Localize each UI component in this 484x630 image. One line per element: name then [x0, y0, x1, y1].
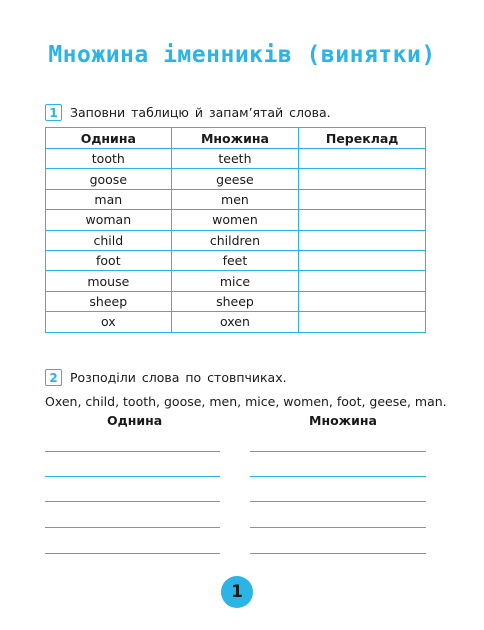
plural-answer-line[interactable]	[250, 501, 426, 502]
words-table	[45, 127, 426, 333]
word-list-sentence: Oxen, child, tooth, goose, men, mice, women, foot, geese, man.	[45, 394, 447, 409]
plural-column-header: Множина	[309, 413, 377, 428]
task-number-badge: 2	[45, 369, 62, 386]
singular-cell: man	[46, 189, 172, 209]
table-row	[46, 149, 426, 169]
translation-cell[interactable]	[299, 189, 426, 209]
translation-cell[interactable]	[299, 271, 426, 291]
table-row	[46, 291, 426, 311]
singular-answer-line[interactable]	[45, 527, 220, 528]
plural-cell: women	[171, 210, 299, 230]
singular-answer-line[interactable]	[45, 476, 220, 477]
translation-cell[interactable]	[299, 250, 426, 270]
translation-cell[interactable]	[299, 312, 426, 332]
plural-answer-line[interactable]	[250, 553, 426, 554]
table-row	[46, 312, 426, 332]
page-title: Множина іменників (винятки)	[48, 42, 436, 68]
plural-answer-line[interactable]	[250, 527, 426, 528]
singular-cell: foot	[46, 250, 172, 270]
singular-answer-line[interactable]	[45, 553, 220, 554]
task-1	[45, 104, 331, 121]
column-header-plural: Множина	[171, 128, 299, 149]
plural-cell: men	[171, 189, 299, 209]
singular-cell: woman	[46, 210, 172, 230]
column-header-singular: Однина	[46, 128, 172, 149]
table-row	[46, 210, 426, 230]
singular-cell: sheep	[46, 291, 172, 311]
plural-cell: children	[171, 230, 299, 250]
plural-cell: mice	[171, 271, 299, 291]
plural-cell: feet	[171, 250, 299, 270]
singular-cell: child	[46, 230, 172, 250]
plural-cell: geese	[171, 169, 299, 189]
task-instruction: Заповни таблицю й запам’ятай слова.	[70, 105, 331, 120]
task-instruction: Розподіли слова по стовпчиках.	[70, 370, 287, 385]
table-row	[46, 189, 426, 209]
singular-answer-line[interactable]	[45, 451, 220, 452]
plural-cell: sheep	[171, 291, 299, 311]
task-number-badge: 1	[45, 104, 62, 121]
table-row	[46, 271, 426, 291]
singular-column-header: Однина	[107, 413, 163, 428]
column-header-translation: Переклад	[299, 128, 426, 149]
table-header-row	[46, 128, 426, 149]
table-row	[46, 169, 426, 189]
singular-answer-line[interactable]	[45, 501, 220, 502]
table-row	[46, 230, 426, 250]
translation-cell[interactable]	[299, 169, 426, 189]
plural-answer-line[interactable]	[250, 451, 426, 452]
page-number-badge: 1	[221, 576, 253, 608]
task-2	[45, 369, 287, 386]
translation-cell[interactable]	[299, 291, 426, 311]
singular-cell: ox	[46, 312, 172, 332]
singular-cell: goose	[46, 169, 172, 189]
translation-cell[interactable]	[299, 149, 426, 169]
plural-answer-line[interactable]	[250, 476, 426, 477]
translation-cell[interactable]	[299, 210, 426, 230]
table-row	[46, 250, 426, 270]
plural-cell: teeth	[171, 149, 299, 169]
singular-cell: mouse	[46, 271, 172, 291]
plural-cell: oxen	[171, 312, 299, 332]
translation-cell[interactable]	[299, 230, 426, 250]
singular-cell: tooth	[46, 149, 172, 169]
